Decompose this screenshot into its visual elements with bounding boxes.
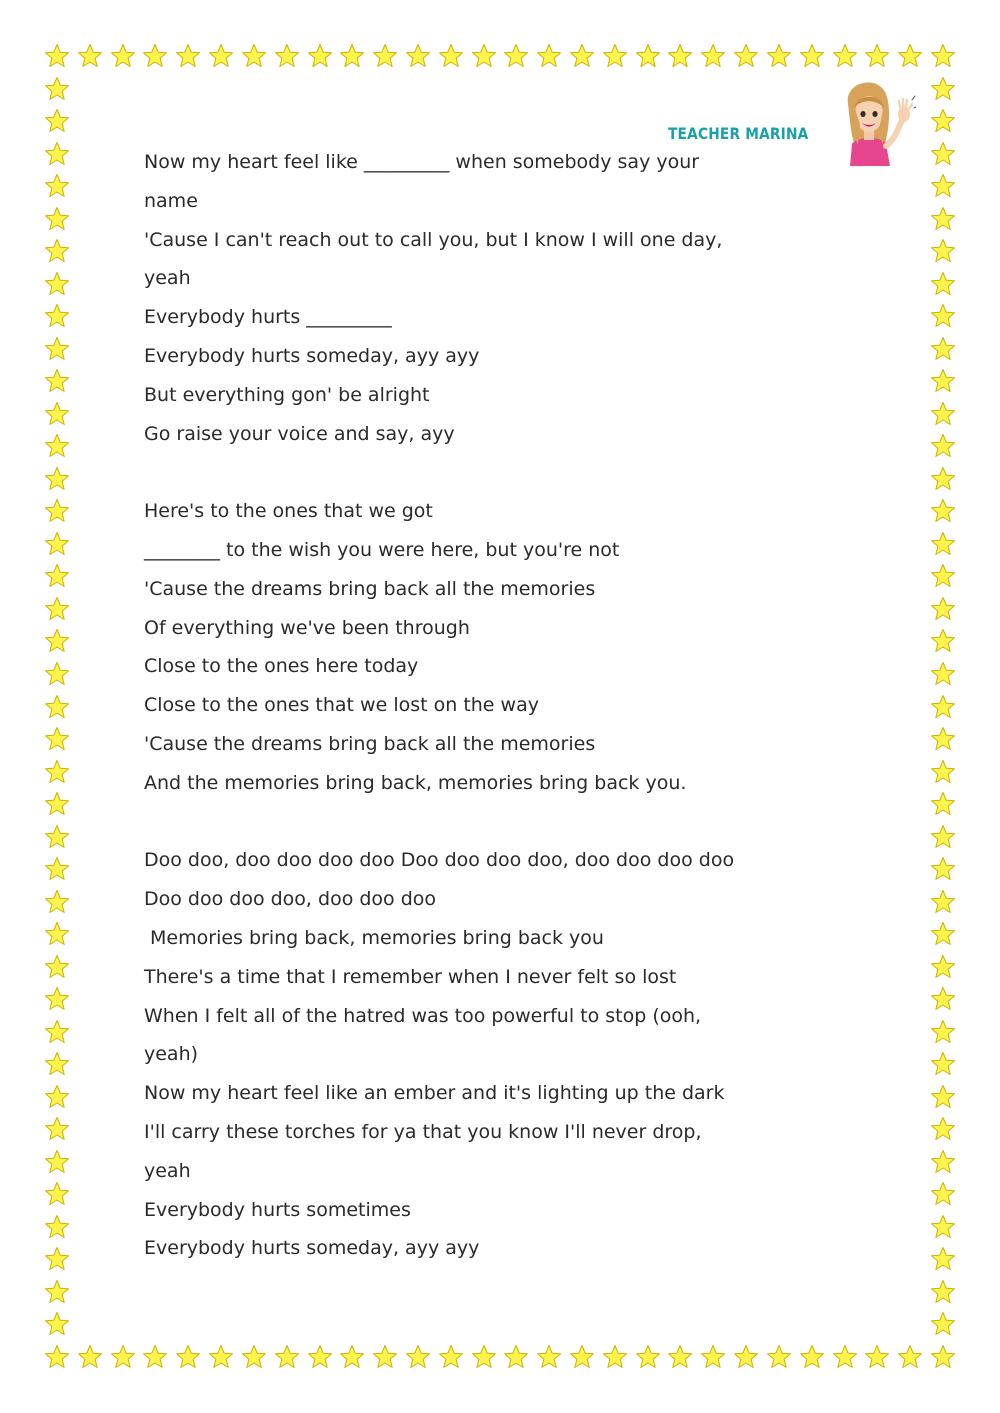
star-icon <box>175 43 201 69</box>
star-icon <box>930 1181 956 1207</box>
star-icon <box>339 1344 365 1370</box>
lyric-line: Everybody hurts sometimes <box>144 1198 411 1221</box>
star-icon <box>44 921 70 947</box>
star-icon <box>602 1344 628 1370</box>
star-icon <box>930 206 956 232</box>
star-icon <box>930 368 956 394</box>
star-icon <box>930 433 956 459</box>
star-icon <box>536 43 562 69</box>
star-icon <box>307 1344 333 1370</box>
star-icon <box>930 498 956 524</box>
star-icon <box>930 1279 956 1305</box>
star-icon <box>635 43 661 69</box>
star-icon <box>897 43 923 69</box>
star-icon <box>930 531 956 557</box>
star-icon <box>44 791 70 817</box>
star-icon <box>930 791 956 817</box>
star-icon <box>930 1214 956 1240</box>
star-icon <box>307 43 333 69</box>
star-icon <box>44 303 70 329</box>
star-icon <box>733 43 759 69</box>
lyric-line: Doo doo, doo doo doo doo Doo doo doo doo, doo doo doo doo <box>144 849 735 872</box>
lyric-line: 'Cause the dreams bring back all the memories <box>144 577 596 600</box>
star-icon <box>44 141 70 167</box>
star-icon <box>930 1084 956 1110</box>
star-icon <box>667 43 693 69</box>
star-icon <box>930 856 956 882</box>
star-icon <box>569 1344 595 1370</box>
star-icon <box>503 1344 529 1370</box>
star-icon <box>44 661 70 687</box>
star-icon <box>372 1344 398 1370</box>
star-icon <box>142 43 168 69</box>
star-icon <box>438 43 464 69</box>
star-icon <box>930 173 956 199</box>
blank-line <box>144 453 844 492</box>
star-icon <box>44 108 70 134</box>
star-icon <box>44 563 70 589</box>
star-icon <box>930 986 956 1012</box>
star-icon <box>930 303 956 329</box>
star-icon <box>44 726 70 752</box>
star-icon <box>930 954 956 980</box>
star-icon <box>208 1344 234 1370</box>
lyric-line: Everybody hurts _________ <box>144 306 392 329</box>
star-icon <box>667 1344 693 1370</box>
star-icon <box>930 1246 956 1272</box>
star-icon <box>44 1311 70 1337</box>
star-icon <box>372 43 398 69</box>
star-icon <box>44 43 70 69</box>
star-icon <box>44 628 70 654</box>
lyric-line: Now my heart feel like _________ when somebody say your <box>144 151 700 173</box>
lyric-line: 'Cause the dreams bring back all the memories <box>144 732 596 755</box>
star-icon <box>274 43 300 69</box>
star-icon <box>405 1344 431 1370</box>
star-icon <box>142 1344 168 1370</box>
lyric-line: Close to the ones that we lost on the way <box>144 694 539 717</box>
star-icon <box>832 1344 858 1370</box>
star-icon <box>471 43 497 69</box>
star-icon <box>241 43 267 69</box>
lyric-line: There's a time that I remember when I never felt so lost <box>144 965 677 988</box>
star-icon <box>44 1149 70 1175</box>
lyric-line: And the memories bring back, memories bring back you. <box>144 771 687 794</box>
star-icon <box>44 531 70 557</box>
blank-line <box>144 803 844 842</box>
star-icon <box>44 401 70 427</box>
star-icon <box>503 43 529 69</box>
star-icon <box>930 141 956 167</box>
star-icon <box>930 401 956 427</box>
star-icon <box>44 173 70 199</box>
lyric-line: Go raise your voice and say, ayy <box>144 422 455 445</box>
lyric-line: Close to the ones here today <box>144 655 419 678</box>
star-icon <box>110 43 136 69</box>
star-icon <box>930 43 956 69</box>
star-icon <box>733 1344 759 1370</box>
star-icon <box>569 43 595 69</box>
star-icon <box>635 1344 661 1370</box>
lyric-line: yeah <box>144 267 191 290</box>
lyric-line: Here's to the ones that we got <box>144 500 433 523</box>
lyric-line: yeah) <box>144 1043 199 1066</box>
star-icon <box>930 921 956 947</box>
star-icon <box>799 1344 825 1370</box>
star-icon <box>930 1311 956 1337</box>
star-icon <box>44 596 70 622</box>
star-icon <box>930 238 956 264</box>
star-icon <box>44 498 70 524</box>
star-icon <box>766 1344 792 1370</box>
lyric-line: Doo doo doo doo, doo doo doo <box>144 888 437 911</box>
lyric-line: yeah <box>144 1159 191 1182</box>
star-icon <box>930 1051 956 1077</box>
star-icon <box>930 466 956 492</box>
star-icon <box>110 1344 136 1370</box>
lyric-line: I'll carry these torches for ya that you know I'll never drop, <box>144 1120 702 1143</box>
star-icon <box>930 563 956 589</box>
star-icon <box>930 1116 956 1142</box>
lyric-line: name <box>144 189 198 212</box>
star-icon <box>930 271 956 297</box>
star-icon <box>44 986 70 1012</box>
star-icon <box>274 1344 300 1370</box>
teacher-name-label: TEACHER MARINA <box>668 124 809 143</box>
lyrics-text <box>144 143 844 1268</box>
lyric-line: 'Cause I can't reach out to call you, but I know I will one day, <box>144 228 723 251</box>
star-icon <box>930 889 956 915</box>
star-icon <box>44 336 70 362</box>
star-icon <box>536 1344 562 1370</box>
star-icon <box>44 271 70 297</box>
star-icon <box>175 1344 201 1370</box>
star-icon <box>44 433 70 459</box>
star-icon <box>930 336 956 362</box>
star-icon <box>930 726 956 752</box>
star-icon <box>77 43 103 69</box>
star-icon <box>44 466 70 492</box>
star-icon <box>44 1019 70 1045</box>
lyric-line: But everything gon' be alright <box>144 383 430 406</box>
star-icon <box>930 759 956 785</box>
star-icon <box>44 1181 70 1207</box>
star-icon <box>930 108 956 134</box>
star-icon <box>208 43 234 69</box>
lyric-line: Of everything we've been through <box>144 616 470 639</box>
star-icon <box>44 1344 70 1370</box>
star-icon <box>44 1246 70 1272</box>
star-icon <box>930 694 956 720</box>
star-icon <box>438 1344 464 1370</box>
star-icon <box>44 856 70 882</box>
star-icon <box>471 1344 497 1370</box>
star-icon <box>602 43 628 69</box>
star-icon <box>930 824 956 850</box>
star-icon <box>44 368 70 394</box>
star-icon <box>241 1344 267 1370</box>
star-icon <box>930 76 956 102</box>
star-icon <box>44 824 70 850</box>
star-icon <box>700 1344 726 1370</box>
lyric-line: Memories bring back, memories bring back you <box>144 926 604 949</box>
star-icon <box>77 1344 103 1370</box>
star-icon <box>897 1344 923 1370</box>
star-icon <box>930 1019 956 1045</box>
lyric-line: Everybody hurts someday, ayy ayy <box>144 344 480 367</box>
lyric-line: ________ to the wish you were here, but you're not <box>144 538 620 561</box>
star-icon <box>44 1116 70 1142</box>
star-icon <box>44 694 70 720</box>
star-icon <box>799 43 825 69</box>
star-icon <box>44 1084 70 1110</box>
star-icon <box>766 43 792 69</box>
star-icon <box>930 628 956 654</box>
star-icon <box>44 238 70 264</box>
star-icon <box>930 661 956 687</box>
star-icon <box>700 43 726 69</box>
star-icon <box>44 206 70 232</box>
lyric-line: Now my heart feel like an ember and it's lighting up the dark <box>144 1082 725 1105</box>
lyric-line: When I felt all of the hatred was too powerful to stop (ooh, <box>144 1004 702 1027</box>
star-icon <box>44 954 70 980</box>
star-icon <box>44 1279 70 1305</box>
star-icon <box>864 43 890 69</box>
lyric-line: Everybody hurts someday, ayy ayy <box>144 1237 480 1260</box>
star-icon <box>405 43 431 69</box>
star-icon <box>339 43 365 69</box>
star-icon <box>930 1149 956 1175</box>
star-icon <box>44 1051 70 1077</box>
star-icon <box>930 596 956 622</box>
star-icon <box>832 43 858 69</box>
star-icon <box>864 1344 890 1370</box>
star-icon <box>44 76 70 102</box>
star-icon <box>44 1214 70 1240</box>
star-icon <box>44 889 70 915</box>
star-icon <box>930 1344 956 1370</box>
star-icon <box>44 759 70 785</box>
